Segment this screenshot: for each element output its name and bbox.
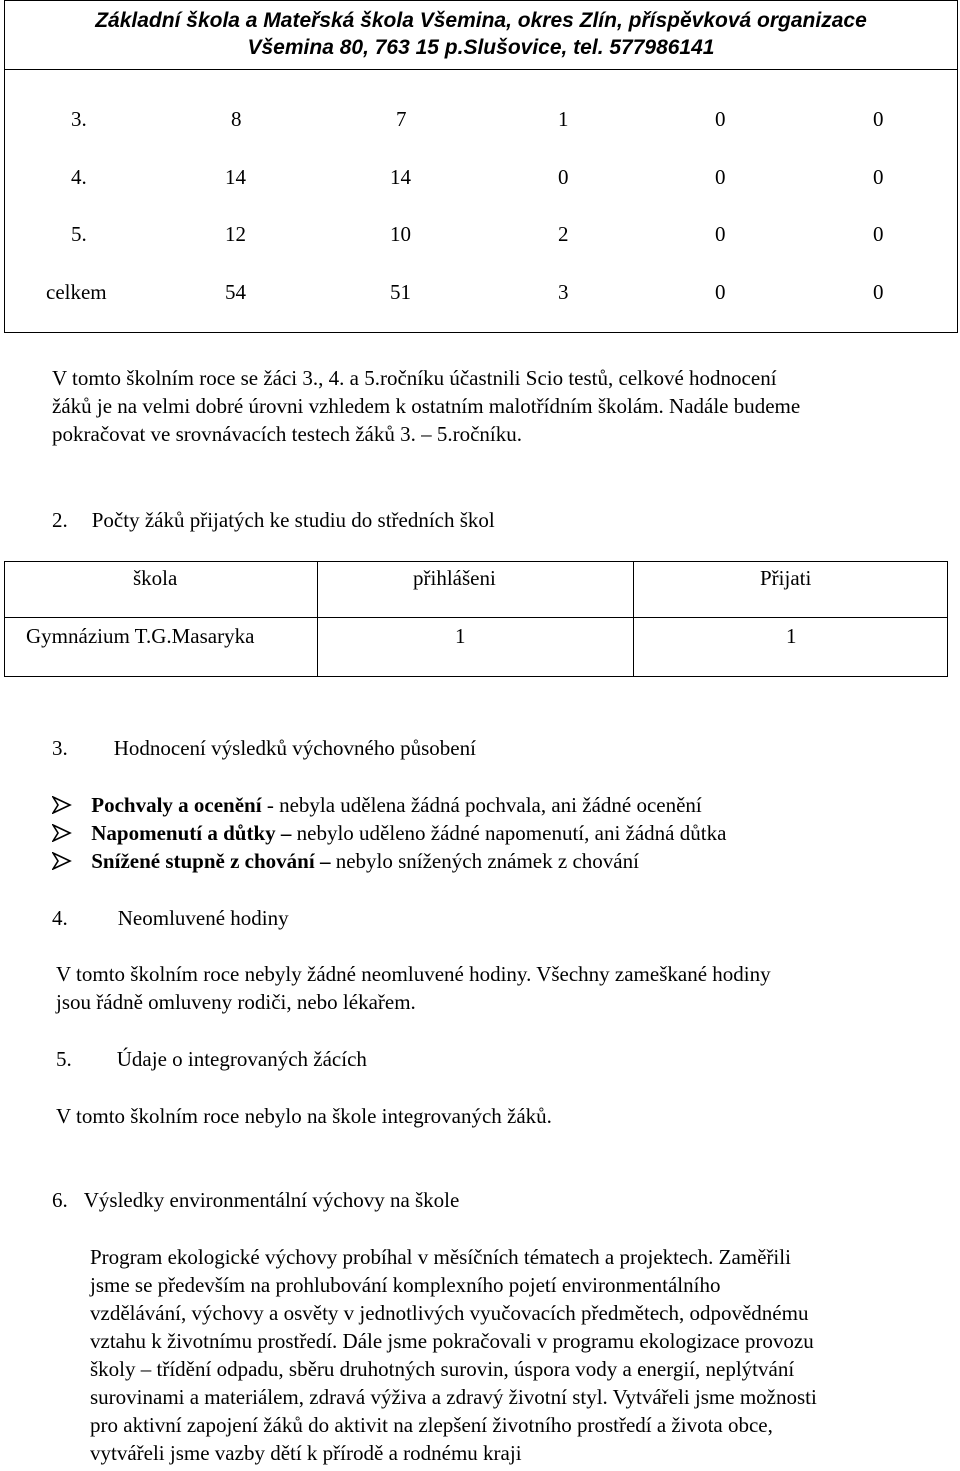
paragraph-line: V tomto školním roce se žáci 3., 4. a 5.ročníku účastnili Scio testů, celkové hodnocení — [52, 366, 777, 390]
section-heading — [52, 506, 495, 534]
paragraph-line: V tomto školním roce nebyly žádné neomluvené hodiny. Všechny zameškané hodiny — [56, 962, 771, 986]
table-cell: 0 — [558, 165, 569, 189]
table-border — [633, 561, 634, 677]
table-border — [947, 561, 948, 677]
section-heading — [56, 1045, 367, 1073]
paragraph-line: školy – třídění odpadu, sběru druhotných surovin, úspora vody a energií, neplýtvání — [90, 1357, 795, 1381]
table-cell: 3 — [558, 280, 569, 304]
header-school-name: Základní škola a Mateřská škola Všemina, okres Zlín, příspěvková organizace — [95, 9, 867, 32]
table-border — [4, 561, 948, 562]
table-cell: 1 — [455, 624, 466, 648]
table-border — [317, 561, 318, 677]
table-border — [4, 617, 948, 618]
table-cell: 0 — [873, 165, 884, 189]
table-cell: 0 — [873, 222, 884, 246]
table-cell: 0 — [715, 107, 726, 131]
table-cell: 1 — [558, 107, 569, 131]
section-heading — [52, 734, 476, 762]
section-heading — [52, 1186, 459, 1214]
table-cell: 10 — [390, 222, 411, 246]
paragraph-line: jsou řádně omluveny rodiči, nebo lékařem. — [56, 990, 416, 1014]
section-paragraph — [90, 1243, 817, 1467]
bullet-label: Napomenutí a důtky – — [91, 821, 292, 845]
table-header: přihlášeni — [413, 566, 496, 590]
table-header: Přijati — [760, 566, 812, 590]
admissions-table — [4, 561, 948, 677]
table-cell: 0 — [715, 165, 726, 189]
table-border — [4, 561, 5, 677]
section-number: 2. — [52, 508, 68, 532]
section-number: 5. — [56, 1047, 72, 1071]
table-cell: 4. — [71, 165, 87, 189]
scio-paragraph — [52, 364, 800, 448]
section-title: Údaje o integrovaných žácích — [116, 1047, 367, 1071]
bullet-text: nebylo snížených známek z chování — [330, 849, 639, 873]
table-cell: 14 — [390, 165, 411, 189]
stats-table — [4, 69, 958, 333]
section-paragraph — [56, 960, 771, 1016]
table-cell: 0 — [873, 107, 884, 131]
table-cell: Gymnázium T.G.Masaryka — [26, 624, 255, 648]
document-header — [4, 0, 958, 69]
table-cell: 12 — [225, 222, 246, 246]
list-item — [52, 819, 726, 847]
paragraph-line: pro aktivní zapojení žáků do aktivit na zlepšení životního prostředí a života obce, — [90, 1413, 773, 1437]
section-number: 6. — [52, 1188, 68, 1212]
list-item — [52, 791, 702, 819]
bullet-label: Pochvaly a ocenění — [91, 793, 262, 817]
table-row — [5, 105, 957, 135]
section-title: Výsledky environmentální výchovy na škole — [83, 1188, 460, 1212]
table-cell: 54 — [225, 280, 246, 304]
arrow-bullet-icon — [52, 796, 72, 814]
table-cell: 8 — [231, 107, 242, 131]
section-number: 3. — [52, 736, 68, 760]
table-row — [5, 278, 957, 308]
table-row — [5, 220, 957, 250]
paragraph-line: V tomto školním roce nebylo na škole integrovaných žáků. — [56, 1104, 552, 1128]
section-title: Hodnocení výsledků výchovného působení — [113, 736, 476, 760]
header-address: Všemina 80, 763 15 p.Slušovice, tel. 577986141 — [247, 36, 715, 59]
table-border — [4, 676, 948, 677]
bullet-text: nebylo uděleno žádné napomenutí, ani žádná důtka — [291, 821, 727, 845]
table-cell: 3. — [71, 107, 87, 131]
section-paragraph — [56, 1102, 552, 1130]
paragraph-line: vztahu k životnímu prostředí. Dále jsme pokračovali v programu ekologizace provozu — [90, 1329, 814, 1353]
table-cell: 2 — [558, 222, 569, 246]
bullet-label: Snížené stupně z chování – — [91, 849, 331, 873]
paragraph-line: surovinami a materiálem, zdravá výživa a zdravý životní styl. Vytvářeli jsme možnosti — [90, 1385, 817, 1409]
section-number: 4. — [52, 906, 68, 930]
list-item — [52, 847, 639, 875]
paragraph-line: žáků je na velmi dobré úrovni vzhledem k ostatním malotřídním školám. Nadále budeme — [52, 394, 801, 418]
arrow-bullet-icon — [52, 824, 72, 842]
table-cell: 5. — [71, 222, 87, 246]
paragraph-line: Program ekologické výchovy probíhal v měsíčních tématech a projektech. Zaměřili — [90, 1245, 791, 1269]
section-title: Počty žáků přijatých ke studiu do středních škol — [91, 508, 495, 532]
bullet-text: - nebyla udělena žádná pochvala, ani žádné ocenění — [261, 793, 702, 817]
paragraph-line: pokračovat ve srovnávacích testech žáků 3. – 5.ročníku. — [52, 422, 522, 446]
table-cell: 0 — [715, 280, 726, 304]
table-cell: 1 — [786, 624, 797, 648]
table-header: škola — [133, 566, 178, 590]
table-cell: 7 — [396, 107, 407, 131]
arrow-bullet-icon — [52, 852, 72, 870]
table-cell: 51 — [390, 280, 411, 304]
table-cell: 14 — [225, 165, 246, 189]
paragraph-line: vzdělávání, výchovy a osvěty v jednotlivých vyučovacích předmětech, odpovědnému — [90, 1301, 809, 1325]
table-cell: 0 — [715, 222, 726, 246]
paragraph-line: vytvářeli jsme vazby dětí k přírodě a rodnému kraji — [90, 1441, 522, 1465]
paragraph-line: jsme se především na prohlubování komplexního pojetí environmentálního — [90, 1273, 721, 1297]
table-row — [5, 163, 957, 193]
table-cell: 0 — [873, 280, 884, 304]
section-heading — [52, 904, 289, 932]
section-title: Neomluvené hodiny — [117, 906, 289, 930]
table-cell: celkem — [46, 280, 107, 304]
